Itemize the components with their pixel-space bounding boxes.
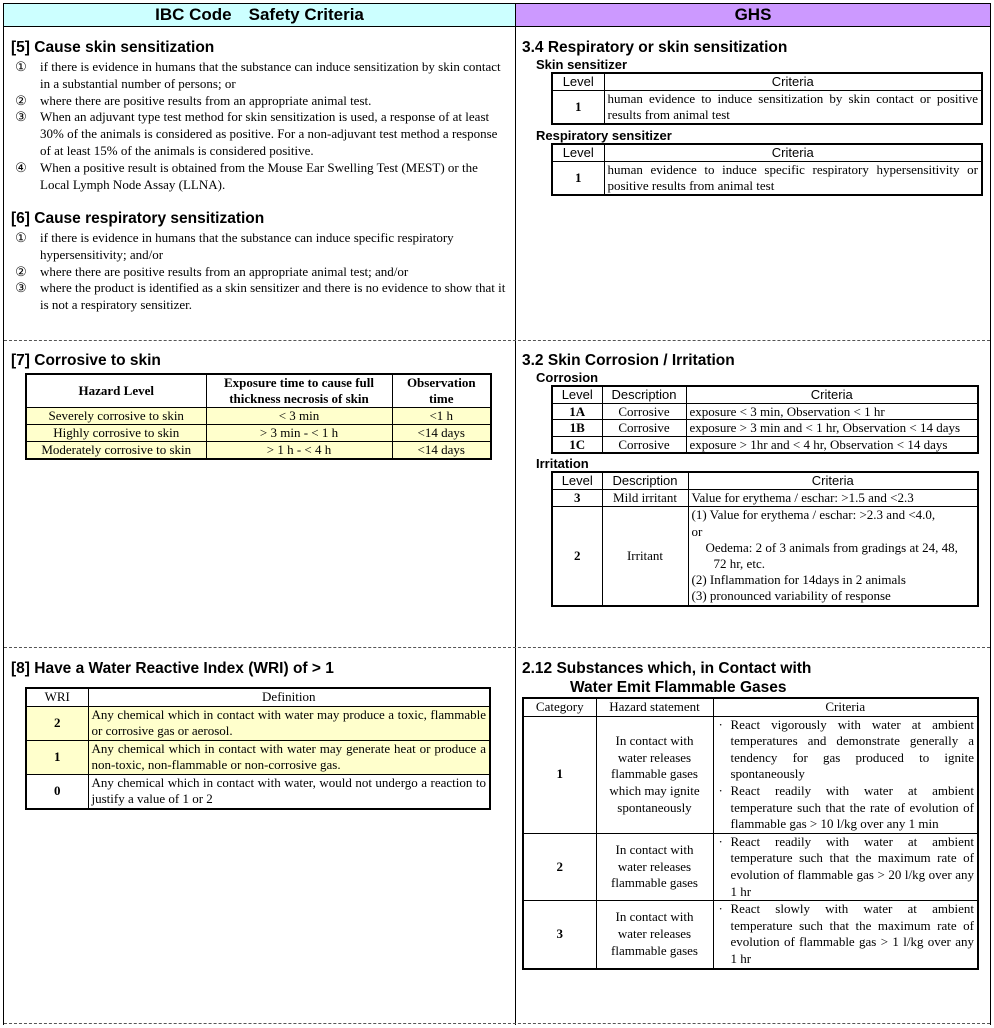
table-row: 2 In contact with water releases flammable gases · React readily with water at ambient temperature such that the maximum rate of evolution of flammable gas > 20 l/kg over any 1 hr [523, 833, 978, 900]
subsection-label: Respiratory sensitizer [536, 128, 672, 143]
column-header: Hazard statement [596, 698, 713, 716]
left-border [3, 3, 4, 1025]
right-border [990, 3, 991, 1025]
table-row: 1 human evidence to induce specific respiratory hypersensitivity or positive results from animal test [552, 162, 982, 196]
list-item: ③ where the product is identified as a skin sensitizer and there is no evidence to show that it is not a respiratory sensitizer. [15, 280, 506, 313]
table-row: Moderately corrosive to skin > 1 h - < 4 h <14 days [26, 442, 491, 460]
column-header: Description [602, 386, 686, 403]
ibc-section-water-reactive [11, 659, 509, 810]
column-header: Hazard Level [26, 374, 206, 408]
section-title: 3.2 Skin Corrosion / Irritation [522, 352, 735, 369]
column-header: Criteria [686, 386, 978, 403]
column-header: Definition [88, 688, 490, 706]
section-title: 2.12 Substances which, in Contact with [522, 660, 812, 677]
table-row: 1B Corrosive exposure > 3 min and < 1 hr, Observation < 14 days [552, 420, 978, 437]
column-header: Exposure time to cause full thickness necrosis of skin [206, 374, 392, 408]
ibc-section-skin-sensitization [11, 38, 509, 193]
column-header: Criteria [688, 472, 978, 490]
table-row: 3 Mild irritant Value for erythema / eschar: >1.5 and <2.3 [552, 490, 978, 507]
table-row: 2 Any chemical which in contact with water may produce a toxic, flammable or corrosive gas or aerosol. [26, 706, 490, 740]
subsection-label: Corrosion [536, 370, 599, 385]
row-divider-1 [4, 340, 990, 341]
section-title: [7] Corrosive to skin [11, 352, 161, 369]
ghs-section-sensitization [522, 38, 984, 196]
table-header-row [26, 688, 490, 706]
section-title: [8] Have a Water Reactive Index (WRI) of > 1 [11, 660, 334, 677]
list-item: ④ When a positive result is obtained from the Mouse Ear Swelling Test (MEST) or the Local Lymph Node Assay (LLNA). [15, 159, 478, 192]
table-header-row [552, 73, 982, 91]
flammable-gas-table [522, 697, 979, 970]
bottom-divider [4, 1023, 990, 1024]
ibc-section-respiratory-sensitization [11, 209, 509, 314]
table-header-row [523, 698, 978, 716]
subsection-label: Irritation [536, 456, 589, 471]
wri-table [25, 687, 491, 810]
ghs-section-skin-corrosion [522, 351, 984, 607]
section-title: [6] Cause respiratory sensitization [11, 210, 265, 227]
irritation-table [551, 471, 979, 607]
column-divider [515, 3, 516, 1025]
section-title: 3.4 Respiratory or skin sensitization [522, 39, 788, 56]
ghs-column-header: GHS [515, 3, 991, 27]
table-row: Severely corrosive to skin < 3 min <1 h [26, 408, 491, 425]
list-item: ③ When an adjuvant type test method for skin sensitization is used, a response of at least 30% of the animals is considered as positive. For a non-adjuvant test method a response of at least 15% of the animals is considered positive. [15, 109, 498, 158]
column-header: Criteria [713, 698, 978, 716]
table-header-row [26, 374, 491, 408]
row-divider-2 [4, 647, 990, 648]
criteria-list [11, 230, 509, 314]
list-item: ① if there is evidence in humans that the substance can induce specific respiratory hypersensitivity; and/or [15, 230, 454, 262]
table-header-row [552, 386, 978, 403]
corrosion-table [551, 385, 979, 454]
table-row: 3 In contact with water releases flammable gases · React slowly with water at ambient temperature such that the maximum rate of evolution of flammable gas > 1 l/kg over any 1 hr [523, 901, 978, 969]
table-row: 1 Any chemical which in contact with water may generate heat or produce a non-toxic, non-flammable or non-corrosive gas. [26, 740, 490, 774]
table-row: 1A Corrosive exposure < 3 min, Observation < 1 hr [552, 403, 978, 420]
table-row: 1 In contact with water releases flammable gases which may ignite spontaneously · React vigorously with water at ambient temperatures and demonstrate generally a tendency for gas produced to ignite spontaneously · React readily with water at ambient temperature such that the rate of evolution of flammable gas > 10 l/kg over any 1 min [523, 716, 978, 833]
corrosive-table [25, 373, 492, 460]
list-item: ① if there is evidence in humans that the substance can induce sensitization by skin contact in a substantial number of persons; or [15, 59, 501, 91]
table-row: 0 Any chemical which in contact with water, would not undergo a reaction to justify a value of 1 or 2 [26, 774, 490, 809]
subsection-label: Skin sensitizer [536, 57, 628, 72]
ibc-column-header: IBC Code Safety Criteria [3, 3, 516, 27]
column-header: Level [552, 73, 604, 91]
ghs-section-flammable-gases [522, 659, 984, 970]
section-title: [5] Cause skin sensitization [11, 39, 215, 56]
criteria-list [11, 59, 509, 193]
column-header: Observation time [392, 374, 491, 408]
list-item: ② where there are positive results from an appropriate animal test; and/or [15, 263, 409, 279]
column-header: Level [552, 144, 604, 162]
table-header-row [552, 144, 982, 162]
list-item: ② where there are positive results from an appropriate animal test. [15, 92, 372, 108]
skin-sensitizer-table [551, 72, 983, 125]
column-header: Description [602, 472, 688, 490]
column-header: Criteria [604, 73, 982, 91]
respiratory-sensitizer-table [551, 143, 983, 196]
table-row: 1C Corrosive exposure > 1hr and < 4 hr, Observation < 14 days [552, 436, 978, 453]
column-header: Level [552, 472, 602, 490]
table-header-row [552, 472, 978, 490]
table-row: Highly corrosive to skin > 3 min - < 1 h <14 days [26, 425, 491, 442]
table-row: 1 human evidence to induce sensitization by skin contact or positive results from animal test [552, 91, 982, 125]
table-row: 2 Irritant (1) Value for erythema / eschar: >2.3 and <4.0, or Oedema: 2 of 3 animals from gradings at 24, 48, 72 hr, etc. (2) Inflammation for 14days in 2 animals (3) pronounced variability of response [552, 507, 978, 606]
column-header: Criteria [604, 144, 982, 162]
column-header: Level [552, 386, 602, 403]
column-header: Category [523, 698, 596, 716]
ibc-section-corrosive [11, 351, 509, 460]
column-header: WRI [26, 688, 88, 706]
section-title-line2: Water Emit Flammable Gases [570, 679, 787, 696]
